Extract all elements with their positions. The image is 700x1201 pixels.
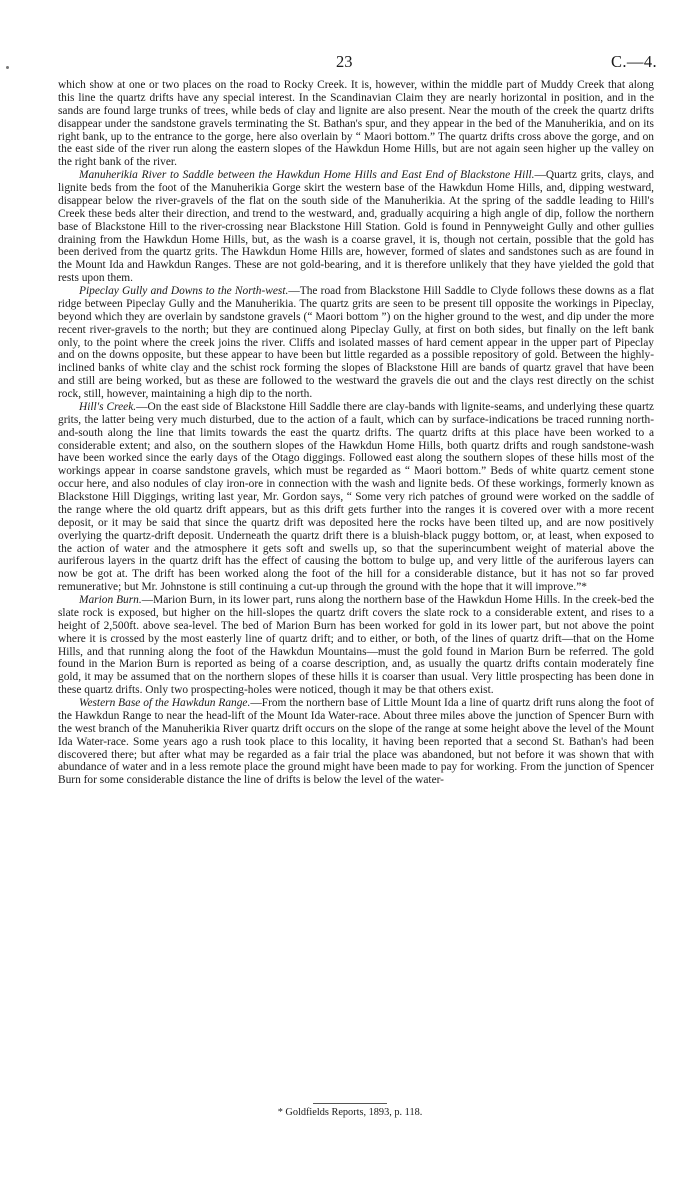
paragraph-text: —Marion Burn, in its lower part, runs along the northern base of the Hawkdun Home Hills. In the creek-bed the slate rock is exposed, but higher on the hill-slopes the quartz drift covers the slate rock to a considerable extent, and rises to a height of 2,500ft. above sea-level. The bed of Marion Burn has been worked for gold in its lower part, but not above the point where it is crossed by the most easterly line of quartz drift; and to either, or both, of the lines of quartz drift—that on the Home Hills, and that running along the foot of the Hawkdun Mountains—must the gold found in Marion Burn be referred. The gold found in the Marion Burn is reported as being of a coarse description, and, as usually the quartz drifts contain moderately fine gold, it may be assumed that on the northern slopes of these hills it is coarser than usual. Very little prospecting has been done in these quartz drifts. Only two prospecting-holes were noticed, though it may be that others exist. bbox=[58, 594, 654, 697]
body-text bbox=[58, 79, 654, 787]
paragraph-heading: Hill's Creek. bbox=[79, 400, 137, 413]
paragraph bbox=[58, 594, 654, 697]
document-code: C.—4. bbox=[610, 52, 657, 71]
paragraph bbox=[58, 79, 654, 169]
paragraph bbox=[58, 401, 654, 594]
paragraph bbox=[58, 697, 654, 787]
paragraph bbox=[58, 169, 654, 285]
paragraph-text: —Quartz grits, clays, and lignite beds from the foot of the Manuherikia Gorge skirt the western base of the Hawkdun Home Hills, and, dipping westward, disappear below the river-gravels of the flat on the south side of the Manuherikia. At the spring of the saddle leading to Hill's Creek these beds alter their direction, and trend to the westward, and, gradually acquiring a high angle of dip, follow the northern base of Blackstone Hill to the river-crossing near Blackstone Hill Station. Gold is found in Pennyweight Gully and other gullies draining from the Hawkdun Home Hills, but, as the wash is a coarse gravel, it is, though not certain, possible that the gold has been derived from the quartz grits. The Hawkdun Home Hills are, however, formed of slates and sandstones such as are found in the Mount Ida and Hawkdun Ranges. These are not gold-bearing, and it is therefore unlikely that they have yielded the gold that rests upon them. bbox=[58, 169, 654, 285]
footnote-divider bbox=[313, 1103, 387, 1104]
page-number: 23 bbox=[336, 52, 353, 71]
paragraph-text: —From the northern base of Little Mount Ida a line of quartz drift runs along the foot of the Hawkdun Range to near the head-lift of the Mount Ida Water-race. About three miles above the junction of Spencer Burn with the west branch of the Manuherikia River quartz drift occurs on the slope of the range at some height above the level of the Mount Ida Water-race. Some years ago a rush took place to this locality, it having been reported that a second St. Bathan's had been discovered there; but after what may be regarded as a fair trial the place was abandoned, but not before it was shown that with abundance of water and in a less remote place the ground might have been made to pay for working. From the junction of Spencer Burn for some considerable distance the line of drifts is below the level of the water- bbox=[58, 697, 655, 787]
paragraph bbox=[58, 285, 654, 401]
paragraph-heading: Western Base of the Hawkdun Range. bbox=[79, 697, 251, 709]
paragraph-heading: Pipeclay Gully and Downs to the North-west. bbox=[79, 285, 289, 297]
paragraph-heading: Marion Burn. bbox=[79, 594, 142, 606]
paragraph-heading: Manuherikia River to Saddle between the Hawkdun Home Hills and East End of Blackstone Hill. bbox=[79, 169, 535, 182]
page-header bbox=[0, 52, 700, 76]
paragraph-text: which show at one or two places on the road to Rocky Creek. It is, however, within the middle part of Muddy Creek that along this line the quartz drifts have any special interest. In the Scandinavian Claim they are nearly horizontal in position, and in the sands are found large trunks of trees, while beds of clay and lignite are also present. Near the mouth of the creek the quartz drifts disappear under the sandstone gravels terminating the St. Bathan's spur, and they appear in the bed of the Manuherikia, and on its right bank, up to the entrance to the gorge, here also overlain by “ Maori bottom.” The quartz drifts cross above the gorge, and on the east side of the river run along the eastern slopes of the Hawkdun Home Hills, but are not again seen higher up the valley on the right bank of the river. bbox=[58, 79, 654, 169]
footnote: * Goldfields Reports, 1893, p. 118. bbox=[277, 1107, 423, 1118]
paragraph-text: —The road from Blackstone Hill Saddle to Clyde follows these downs as a flat ridge between Pipeclay Gully and the Manuherikia. The quartz grits are seen to be present till opposite the workings in Pipeclay, beyond which they are overlain by sandstone gravels (“ Maori bottom ”) on the higher ground to the west, and dip under the more recent river-gravels to the north; but they are continued along Pipeclay Gully, at first on both sides, but finally on the left bank only, to the point where the creek joins the river. Cliffs and isolated masses of hard cement appear in the upper part of Pipeclay and on the downs opposite, but these appear to have been but little regarded as a possible repository of gold. Between the highly-inclined banks of white clay and the schist rock forming the slopes of Blackstone Hill are bands of quartz gravel that have been and still are being worked, but as these are followed to the westward the gravels die out and the clays rest directly on the schist rock, still, however, maintaining a high dip to the north. bbox=[58, 285, 654, 400]
paragraph-text: —On the east side of Blackstone Hill Saddle there are clay-bands with lignite-seams, and underlying these quartz grits, the latter being very much disturbed, due to the action of a fault, which can by surface-indications be traced running north-and-south along the line that limits towards the east the quartz drifts. The quartz drifts at this place have been worked to a considerable extent; and also, on the southern slopes of the Hawkdun Home Hills, both quartz drifts and rough sandstone-wash have been worked since the early days of the Otago diggings. Followed east along the southern slopes of these hills most of the workings appear in coarse sandstone gravels, which must be regarded as “ Maori bottom.” Beds of white quartz cement stone occur here, and also nodules of clay iron-ore in connection with the wash and lignite beds. Of these workings, formerly known as Blackstone Hill Diggings, writing last year, Mr. Gordon says, “ Some very rich patches of ground were worked on the saddle of the range where the old quartz drift appears, but as this drift gets further into the ranges it is covered over with a more recent deposit, or it may be said that since the quartz drift was deposited here the rocks have been tilted up, and are now positively overlying the quartz-drift deposit. Underneath the quartz drift there is a bluish-black puggy bottom, or, at least, when exposed to the action of water and the atmosphere it gets soft and swells up, so that the superincumbent weight of material above the auriferous layers in the quartz drift has the effect of causing the bottom to bulge up, and very little of the auriferous layers can now be got at. The drift has been worked along the foot of the hill for a considerable distance, but it has not so far proved remunerative; but Mr. Johnstone is still continuing a cut-up through the ground with the hope that it will improve.”* bbox=[58, 400, 654, 594]
